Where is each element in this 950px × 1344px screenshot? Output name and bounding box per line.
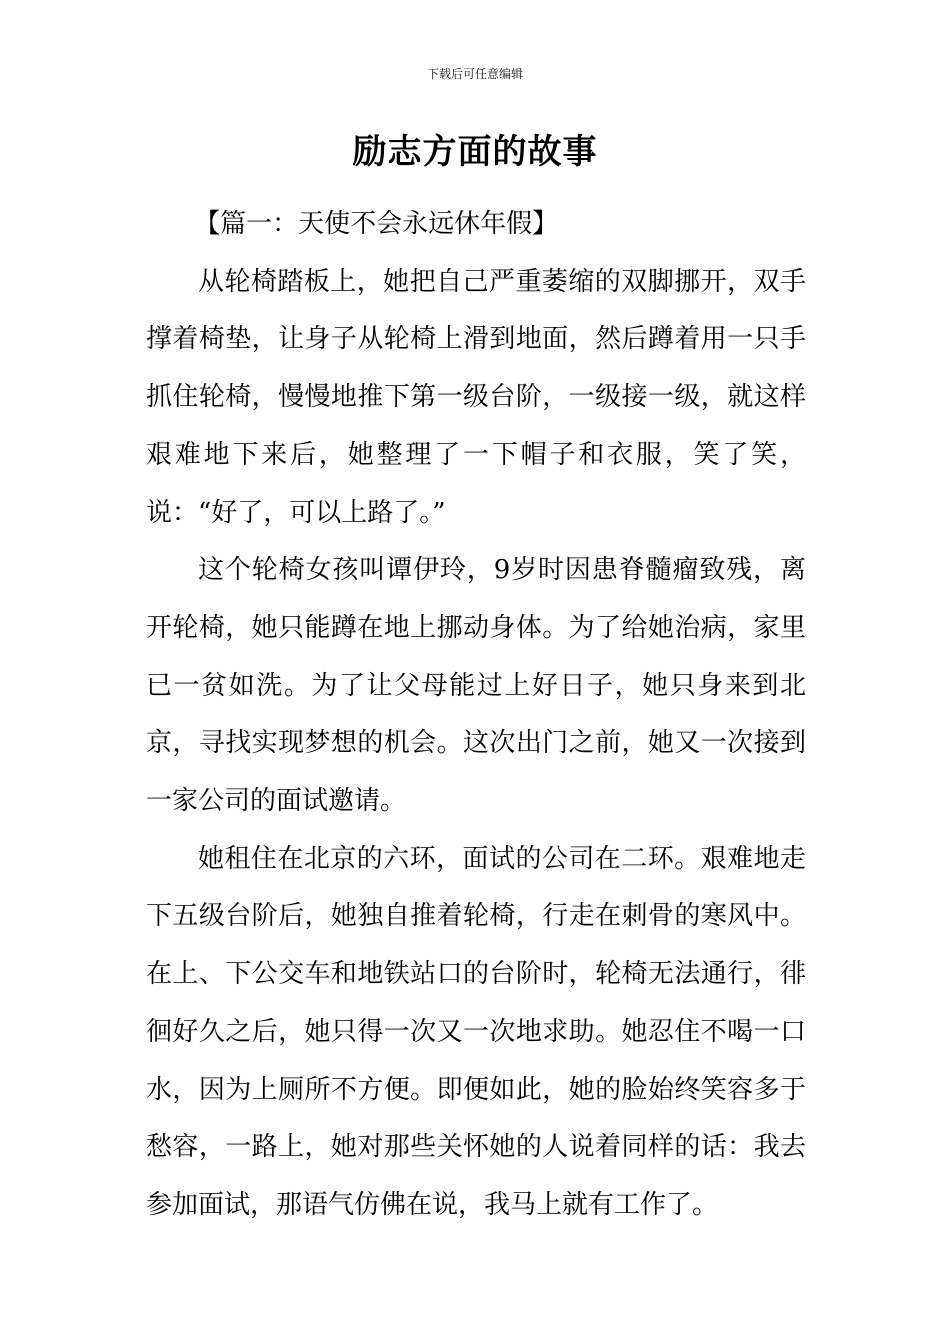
document-title: 励志方面的故事	[352, 132, 598, 172]
header-note: 下载后可任意编辑	[426, 67, 523, 81]
paragraph-3: 她租住在北京的六环，面试的公司在二环。艰难地走下五级台阶后，她独自推着轮椅，行走在刺骨的寒风中。在上、下公交车和地铁站口的台阶时，轮椅无法通行，徘徊好久之后，她只得一次又一次地求助。她忍住不喝一口水，因为上厕所不方便。即便如此，她的脸始终笑容多于愁容，一路上，她对那些关怀她的人说着同样的话：我去参加面试，那语气仿佛在说，我马上就有工作了。	[146, 843, 806, 1220]
section-heading: 【篇一：天使不会永远休年假】	[194, 209, 559, 239]
paragraph-2: 这个轮椅女孩叫谭伊玲，9岁时因患脊髓瘤致残，离开轮椅，她只能蹲在地上挪动身体。为了给她治病，家里已一贫如洗。为了让父母能过上好日子，她只身来到北京，寻找实现梦想的机会。这次出门之前，她又一次接到一家公司的面试邀请。	[146, 555, 806, 817]
document-body	[146, 196, 806, 1235]
paragraph-1: 从轮椅踏板上，她把自己严重萎缩的双脚挪开，双手撑着椅垫，让身子从轮椅上滑到地面，然后蹲着用一只手抓住轮椅，慢慢地推下第一级台阶，一级接一级，就这样艰难地下来后，她整理了一下帽子和衣服，笑了笑，说：“好了，可以上路了。”	[146, 266, 806, 528]
